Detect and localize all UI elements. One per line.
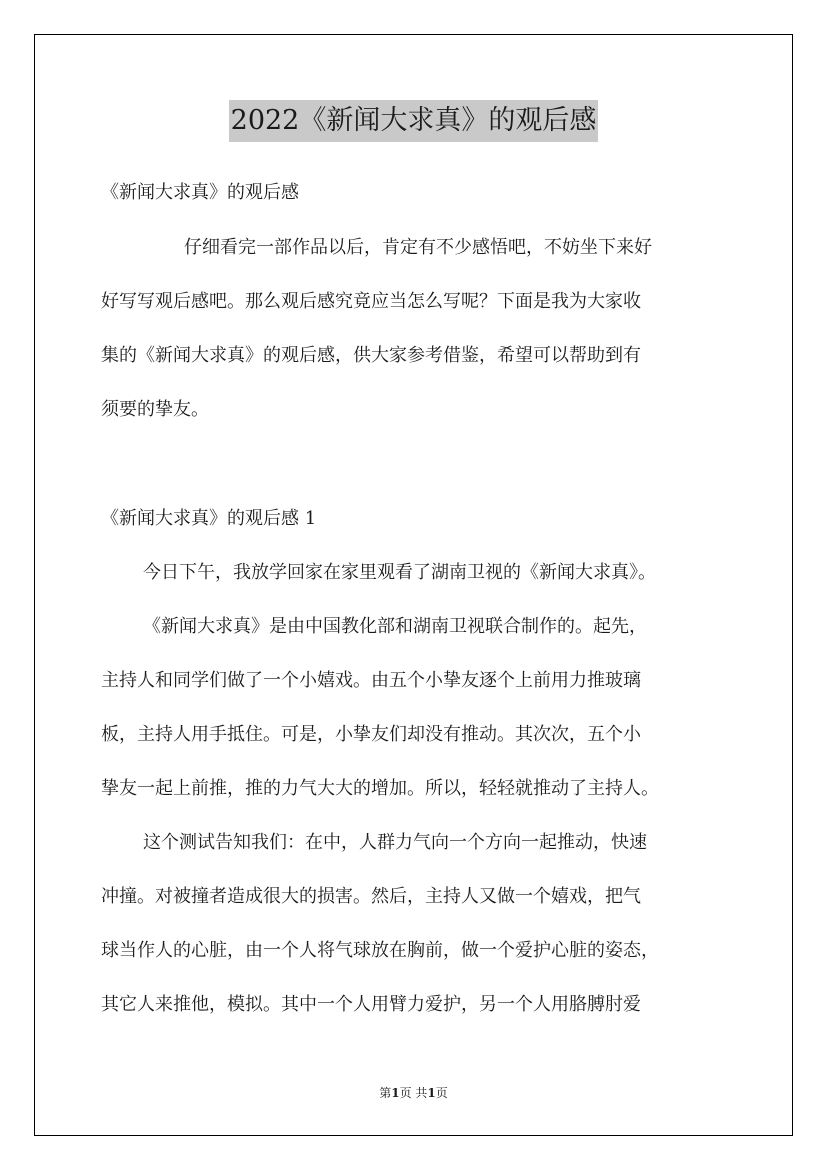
subtitle: 《新闻大求真》的观后感	[101, 182, 299, 203]
document-title-block	[0, 100, 827, 142]
body-line: 其它人来推他，模拟。其中一个人用臂力爱护，另一个人用胳膊肘爱	[101, 994, 641, 1015]
page-footer	[0, 1084, 827, 1101]
footer-page-total: 1	[427, 1086, 436, 1100]
section-heading: 《新闻大求真》的观后感 1	[101, 508, 317, 529]
body-line: 冲撞。对被撞者造成很大的损害。然后，主持人又做一个嬉戏，把气	[101, 886, 641, 907]
intro-line: 集的《新闻大求真》的观后感，供大家参考借鉴，希望可以帮助到有	[101, 345, 641, 366]
footer-suffix: 页	[435, 1086, 448, 1100]
body-line: 这个测试告知我们：在中，人群力气向一个方向一起推动，快速	[143, 832, 647, 853]
intro-line: 仔细看完一部作品以后，肯定有不少感悟吧，不妨坐下来好	[184, 237, 652, 258]
footer-prefix: 第	[379, 1086, 392, 1100]
body-line: 主持人和同学们做了一个小嬉戏。由五个小挚友逐个上前用力推玻璃	[101, 670, 641, 691]
body-line: 挚友一起上前推，推的力气大大的增加。所以，轻轻就推动了主持人。	[101, 778, 659, 799]
intro-line: 好写写观后感吧。那么观后感究竟应当怎么写呢？下面是我为大家收	[101, 291, 641, 312]
body-line: 《新闻大求真》是由中国教化部和湖南卫视联合制作的。起先，	[143, 616, 647, 637]
body-line: 球当作人的心脏，由一个人将气球放在胸前，做一个爱护心脏的姿态，	[101, 940, 659, 961]
document-title: 2022《新闻大求真》的观后感	[229, 100, 599, 142]
body-line: 今日下午，我放学回家在家里观看了湖南卫视的《新闻大求真》。	[143, 562, 656, 583]
intro-line: 须要的挚友。	[101, 399, 209, 420]
footer-mid: 页 共	[399, 1086, 428, 1100]
footer-page-number: 1	[391, 1086, 400, 1100]
body-line: 板，主持人用手抵住。可是，小挚友们却没有推动。其次次，五个小	[101, 724, 641, 745]
